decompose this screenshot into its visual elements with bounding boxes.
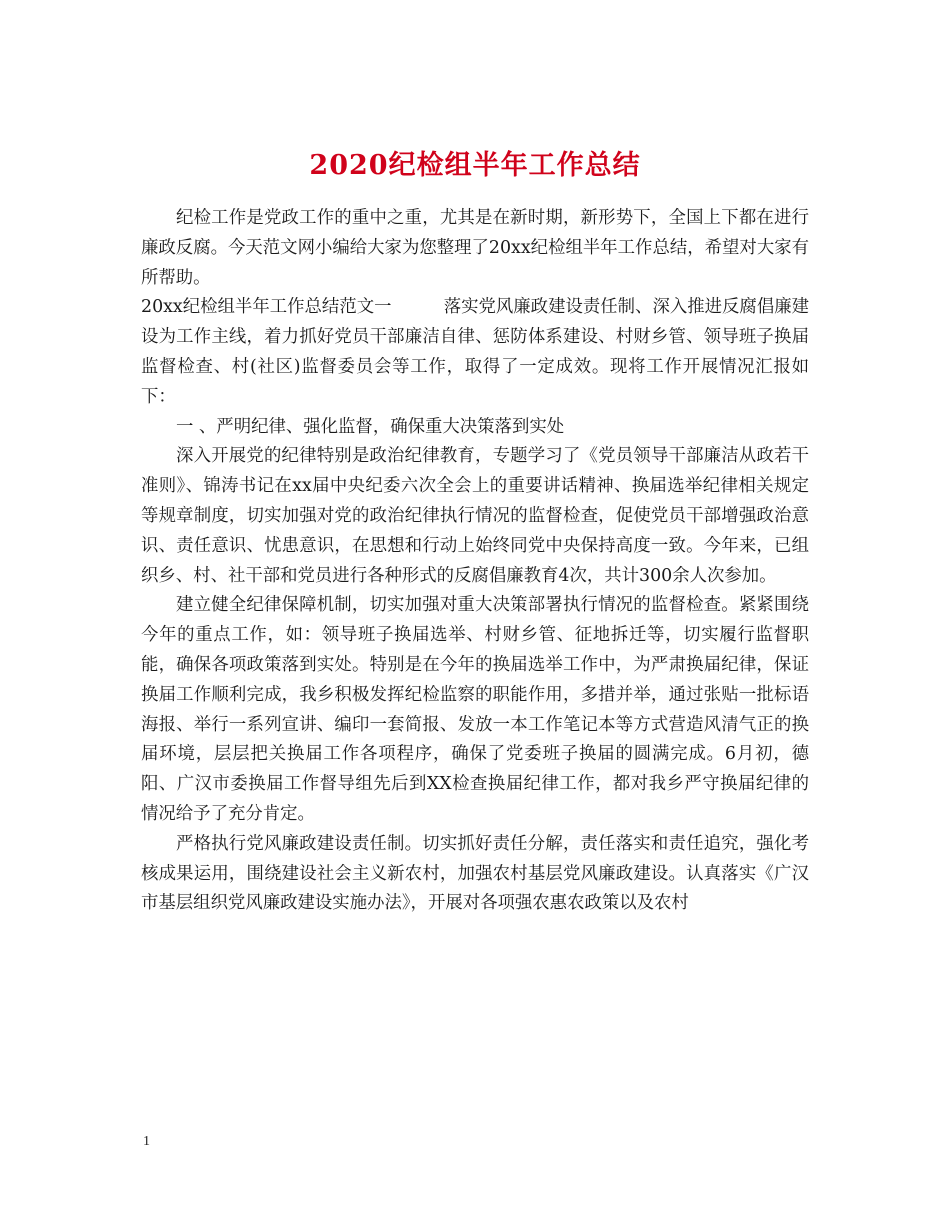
paragraph-sample-one: 20xx纪检组半年工作总结范文一 落实党风廉政建设责任制、深入推进反腐倡廉建设为工作主线，着力抓好党员干部廉洁自律、惩防体系建设、村财乡管、领导班子换届监督检查、村(社区)监督委员会等工作，取得了一定成效。现将工作开展情况汇报如下： bbox=[141, 297, 809, 407]
document-body bbox=[141, 204, 809, 919]
page-title: 2020纪检组半年工作总结 bbox=[309, 150, 641, 182]
page-number: 1 bbox=[143, 1134, 150, 1149]
section-heading-one: 一 、严明纪律、强化监督，确保重大决策落到实处 bbox=[176, 416, 565, 437]
paragraph-intro: 纪检工作是党政工作的重中之重，尤其是在新时期，新形势下，全国上下都在进行廉政反腐。今天范文网小编给大家为您整理了20xx纪检组半年工作总结，希望对大家有所帮助。 bbox=[141, 208, 809, 288]
paragraph-discipline-mechanism: 建立健全纪律保障机制，切实加强对重大决策部署执行情况的监督检查。紧紧围绕今年的重点工作，如：领导班子换届选举、村财乡管、征地拆迁等，切实履行监督职能，确保各项政策落到实处。特别是在今年的换届选举工作中，为严肃换届纪律，保证换届工作顺利完成，我乡积极发挥纪检监察的职能作用，多措并举，通过张贴一批标语海报、举行一系列宣讲、编印一套简报、发放一本工作笔记本等方式营造风清气正的换届环境，层层把关换届工作各项程序，确保了党委班子换届的圆满完成。6月初，德阳、广汉市委换届工作督导组先后到XX检查换届纪律工作，都对我乡严守换届纪律的情况给予了充分肯定。 bbox=[141, 595, 809, 824]
paragraph-discipline-education: 深入开展党的纪律特别是政治纪律教育，专题学习了《党员领导干部廉洁从政若干准则》、锦涛书记在xx届中央纪委六次全会上的重要讲话精神、换届选举纪律相关规定等规章制度，切实加强对党的政治纪律执行情况的监督检查，促使党员干部增强政治意识、责任意识、忧患意识，在思想和行动上始终同党中央保持高度一致。今年来，已组织乡、村、社干部和党员进行各种形式的反腐倡廉教育4次，共计300余人次参加。 bbox=[141, 446, 809, 586]
paragraph-responsibility-system: 严格执行党风廉政建设责任制。切实抓好责任分解，责任落实和责任追究，强化考核成果运用，围绕建设社会主义新农村，加强农村基层党风廉政建设。认真落实《广汉市基层组织党风廉政建设实施办法》，开展对各项强农惠农政策以及农村 bbox=[141, 833, 809, 914]
